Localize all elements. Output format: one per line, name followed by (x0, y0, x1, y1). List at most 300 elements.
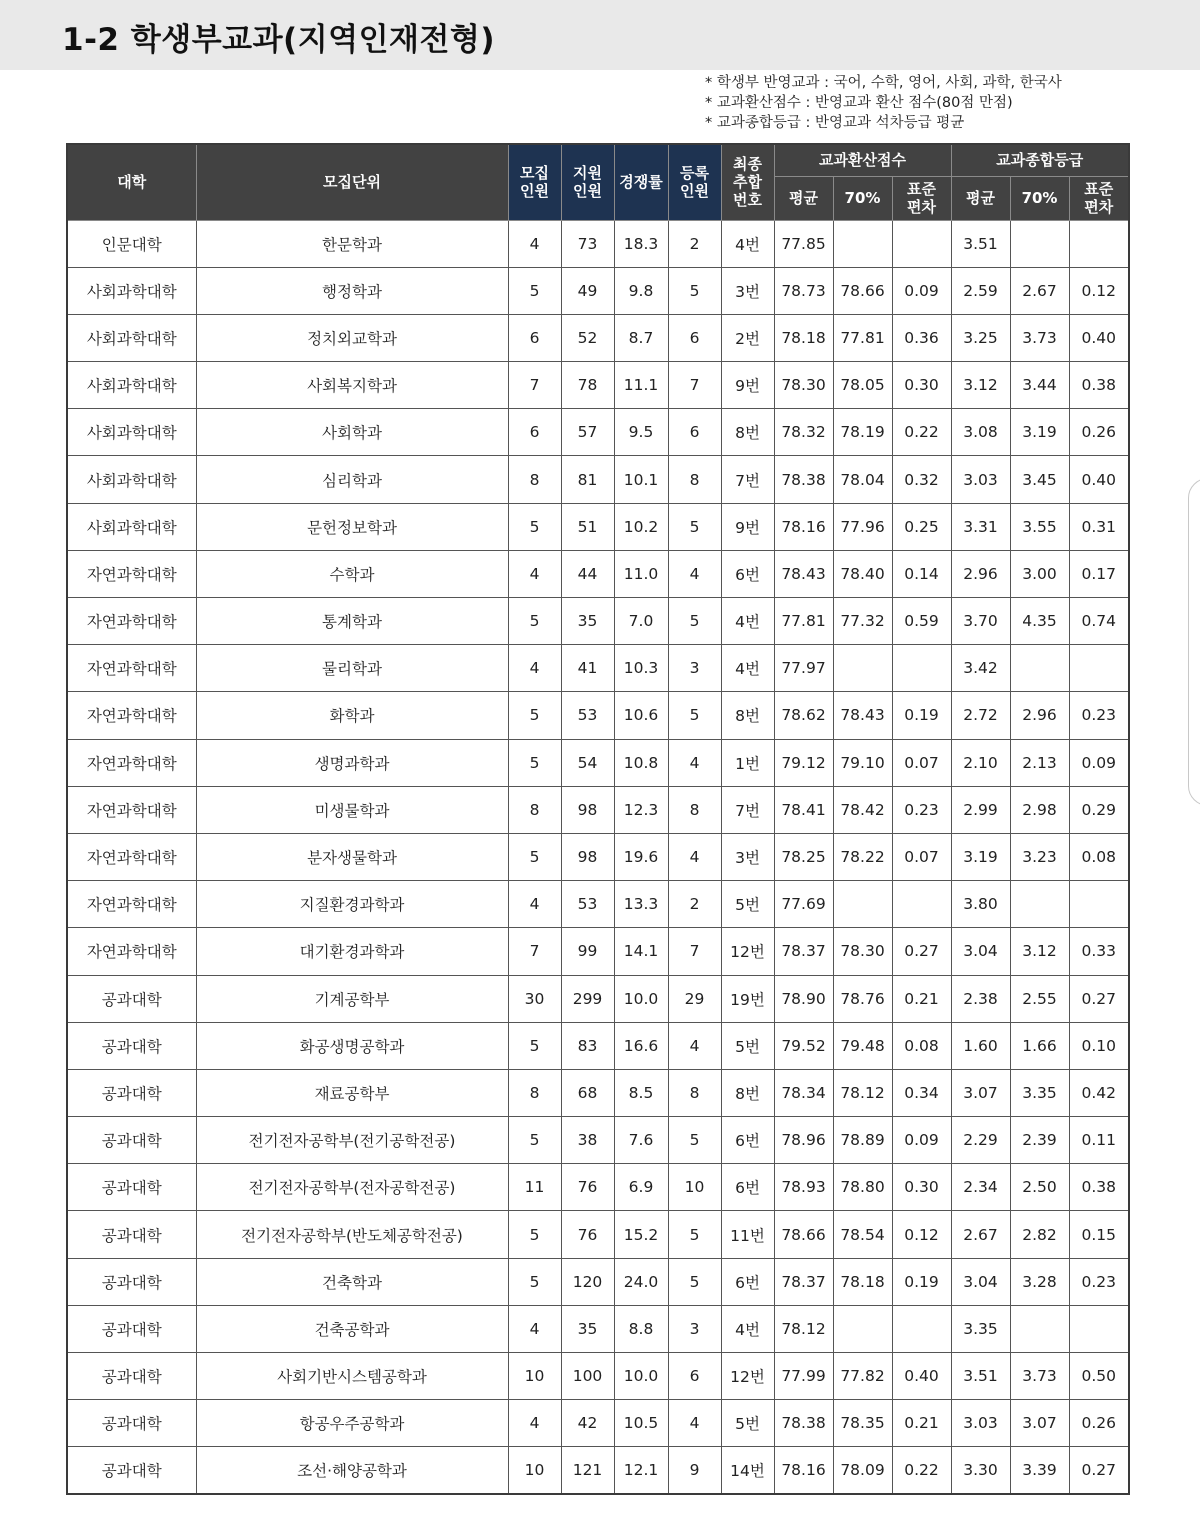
table-row (67, 1258, 1129, 1305)
final-rank-cell: 19번 (721, 975, 774, 1022)
score-70-cell: 78.42 (833, 786, 892, 833)
grade-70-cell: 2.39 (1010, 1117, 1069, 1164)
grade-avg-cell: 2.99 (951, 786, 1010, 833)
applicants-cell: 83 (561, 1022, 614, 1069)
header-enrolled (668, 144, 721, 220)
table-row (67, 1305, 1129, 1352)
score-avg-cell: 78.66 (774, 1211, 833, 1258)
table-row (67, 409, 1129, 456)
grade-70-cell: 3.12 (1010, 928, 1069, 975)
applicants-cell: 68 (561, 1069, 614, 1116)
final-rank-cell: 4번 (721, 220, 774, 267)
university-cell: 공과대학 (67, 975, 196, 1022)
table-row (67, 928, 1129, 975)
university-cell: 자연과학대학 (67, 550, 196, 597)
enrolled-cell: 4 (668, 1022, 721, 1069)
score-stddev-cell: 0.22 (892, 409, 951, 456)
table-row (67, 1069, 1129, 1116)
grade-stddev-cell: 0.11 (1069, 1117, 1129, 1164)
grade-stddev-cell: 0.50 (1069, 1353, 1129, 1400)
ratio-cell: 7.0 (614, 598, 668, 645)
grade-avg-cell: 3.80 (951, 881, 1010, 928)
score-stddev-cell: 0.59 (892, 598, 951, 645)
score-avg-cell: 78.43 (774, 550, 833, 597)
grade-stddev-cell: 0.38 (1069, 362, 1129, 409)
final-rank-cell: 1번 (721, 739, 774, 786)
grade-stddev-cell: 0.42 (1069, 1069, 1129, 1116)
grade-stddev-cell: 0.10 (1069, 1022, 1129, 1069)
score-stddev-cell (892, 645, 951, 692)
applicants-cell: 35 (561, 598, 614, 645)
score-avg-cell: 78.41 (774, 786, 833, 833)
grade-70-cell: 2.96 (1010, 692, 1069, 739)
unit-cell: 대기환경과학과 (196, 928, 508, 975)
grade-stddev-cell: 0.40 (1069, 314, 1129, 361)
grade-70-cell: 2.50 (1010, 1164, 1069, 1211)
university-cell: 자연과학대학 (67, 833, 196, 880)
ratio-cell: 10.0 (614, 975, 668, 1022)
header-grade-avg: 평균 (951, 176, 1010, 220)
score-70-cell: 78.40 (833, 550, 892, 597)
score-stddev-cell: 0.21 (892, 1400, 951, 1447)
applicants-cell: 44 (561, 550, 614, 597)
score-stddev-cell: 0.07 (892, 833, 951, 880)
grade-avg-cell: 1.60 (951, 1022, 1010, 1069)
score-avg-cell: 77.69 (774, 881, 833, 928)
score-avg-cell: 77.85 (774, 220, 833, 267)
university-cell: 사회과학대학 (67, 314, 196, 361)
unit-cell: 전기전자공학부(전기공학전공) (196, 1117, 508, 1164)
applicants-cell: 42 (561, 1400, 614, 1447)
ratio-cell: 10.6 (614, 692, 668, 739)
enrolled-cell: 10 (668, 1164, 721, 1211)
final-rank-cell: 7번 (721, 456, 774, 503)
grade-avg-cell: 3.51 (951, 1353, 1010, 1400)
table-row (67, 1400, 1129, 1447)
grade-70-cell: 3.45 (1010, 456, 1069, 503)
quota-cell: 4 (508, 881, 561, 928)
score-stddev-cell: 0.07 (892, 739, 951, 786)
grade-avg-cell: 2.67 (951, 1211, 1010, 1258)
grade-70-cell: 4.35 (1010, 598, 1069, 645)
score-avg-cell: 77.99 (774, 1353, 833, 1400)
header-score-70: 70% (833, 176, 892, 220)
grade-avg-cell: 3.19 (951, 833, 1010, 880)
applicants-cell: 121 (561, 1447, 614, 1494)
score-stddev-cell: 0.21 (892, 975, 951, 1022)
final-rank-cell: 5번 (721, 1400, 774, 1447)
score-70-cell (833, 220, 892, 267)
score-avg-cell: 78.34 (774, 1069, 833, 1116)
quota-cell: 10 (508, 1353, 561, 1400)
university-cell: 자연과학대학 (67, 739, 196, 786)
final-rank-cell: 4번 (721, 645, 774, 692)
quota-cell: 8 (508, 1069, 561, 1116)
applicants-cell: 98 (561, 786, 614, 833)
grade-70-cell: 3.39 (1010, 1447, 1069, 1494)
score-stddev-cell: 0.32 (892, 456, 951, 503)
header-stddev-line: 표준 (907, 180, 936, 198)
admission-results-table (66, 143, 1130, 1495)
score-70-cell: 78.54 (833, 1211, 892, 1258)
grade-stddev-cell: 0.38 (1069, 1164, 1129, 1211)
university-cell: 공과대학 (67, 1117, 196, 1164)
score-70-cell: 77.96 (833, 503, 892, 550)
grade-stddev-cell (1069, 645, 1129, 692)
ratio-cell: 14.1 (614, 928, 668, 975)
enrolled-cell: 6 (668, 409, 721, 456)
score-stddev-cell: 0.40 (892, 1353, 951, 1400)
table-row (67, 503, 1129, 550)
score-70-cell: 77.32 (833, 598, 892, 645)
enrolled-cell: 6 (668, 314, 721, 361)
score-70-cell: 77.82 (833, 1353, 892, 1400)
score-avg-cell: 77.81 (774, 598, 833, 645)
table-row (67, 598, 1129, 645)
table-header (67, 144, 1129, 220)
enrolled-cell: 9 (668, 1447, 721, 1494)
score-70-cell: 78.35 (833, 1400, 892, 1447)
ratio-cell: 12.1 (614, 1447, 668, 1494)
grade-stddev-cell: 0.08 (1069, 833, 1129, 880)
ratio-cell: 6.9 (614, 1164, 668, 1211)
grade-avg-cell: 3.03 (951, 1400, 1010, 1447)
grade-70-cell (1010, 220, 1069, 267)
grade-stddev-cell (1069, 220, 1129, 267)
grade-70-cell: 2.55 (1010, 975, 1069, 1022)
grade-stddev-cell: 0.23 (1069, 692, 1129, 739)
grade-stddev-cell: 0.26 (1069, 1400, 1129, 1447)
university-cell: 자연과학대학 (67, 598, 196, 645)
grade-avg-cell: 3.03 (951, 456, 1010, 503)
enrolled-cell: 3 (668, 1305, 721, 1352)
score-avg-cell: 78.73 (774, 267, 833, 314)
score-70-cell: 78.66 (833, 267, 892, 314)
score-avg-cell: 78.16 (774, 503, 833, 550)
unit-cell: 미생물학과 (196, 786, 508, 833)
score-70-cell: 78.30 (833, 928, 892, 975)
grade-70-cell: 3.55 (1010, 503, 1069, 550)
score-stddev-cell (892, 1305, 951, 1352)
grade-avg-cell: 3.08 (951, 409, 1010, 456)
enrolled-cell: 5 (668, 692, 721, 739)
score-avg-cell: 78.38 (774, 1400, 833, 1447)
unit-cell: 화학과 (196, 692, 508, 739)
quota-cell: 30 (508, 975, 561, 1022)
university-cell: 공과대학 (67, 1069, 196, 1116)
quota-cell: 5 (508, 598, 561, 645)
grade-70-cell: 3.35 (1010, 1069, 1069, 1116)
enrolled-cell: 4 (668, 550, 721, 597)
page-title: 1-2 학생부교과(지역인재전형) (62, 22, 496, 58)
score-stddev-cell: 0.19 (892, 1258, 951, 1305)
university-cell: 사회과학대학 (67, 267, 196, 314)
grade-avg-cell: 2.59 (951, 267, 1010, 314)
header-grade-stddev (1069, 176, 1129, 220)
applicants-cell: 51 (561, 503, 614, 550)
final-rank-cell: 9번 (721, 503, 774, 550)
enrolled-cell: 8 (668, 456, 721, 503)
final-rank-cell: 3번 (721, 267, 774, 314)
grade-avg-cell: 3.25 (951, 314, 1010, 361)
grade-stddev-cell: 0.12 (1069, 267, 1129, 314)
applicants-cell: 73 (561, 220, 614, 267)
header-grade-70: 70% (1010, 176, 1069, 220)
grade-stddev-cell: 0.09 (1069, 739, 1129, 786)
final-rank-cell: 5번 (721, 1022, 774, 1069)
score-70-cell: 78.76 (833, 975, 892, 1022)
applicants-cell: 299 (561, 975, 614, 1022)
final-rank-cell: 5번 (721, 881, 774, 928)
final-rank-cell: 6번 (721, 1258, 774, 1305)
grade-70-cell: 2.98 (1010, 786, 1069, 833)
score-avg-cell: 78.37 (774, 1258, 833, 1305)
table-row (67, 220, 1129, 267)
quota-cell: 4 (508, 1305, 561, 1352)
ratio-cell: 8.7 (614, 314, 668, 361)
table-row (67, 692, 1129, 739)
ratio-cell: 10.3 (614, 645, 668, 692)
quota-cell: 5 (508, 692, 561, 739)
header-enrolled-line: 등록 (680, 164, 709, 183)
final-rank-cell: 11번 (721, 1211, 774, 1258)
university-cell: 자연과학대학 (67, 786, 196, 833)
grade-stddev-cell: 0.17 (1069, 550, 1129, 597)
final-rank-cell: 9번 (721, 362, 774, 409)
university-cell: 공과대학 (67, 1211, 196, 1258)
grade-stddev-cell (1069, 881, 1129, 928)
final-rank-cell: 8번 (721, 1069, 774, 1116)
ratio-cell: 13.3 (614, 881, 668, 928)
score-avg-cell: 78.37 (774, 928, 833, 975)
ratio-cell: 8.8 (614, 1305, 668, 1352)
score-avg-cell: 79.52 (774, 1022, 833, 1069)
unit-cell: 한문학과 (196, 220, 508, 267)
enrolled-cell: 2 (668, 220, 721, 267)
grade-avg-cell: 3.12 (951, 362, 1010, 409)
header-ratio: 경쟁률 (614, 144, 668, 220)
score-avg-cell: 77.97 (774, 645, 833, 692)
final-rank-cell: 8번 (721, 409, 774, 456)
ratio-cell: 9.5 (614, 409, 668, 456)
grade-70-cell: 3.07 (1010, 1400, 1069, 1447)
quota-cell: 5 (508, 267, 561, 314)
final-rank-cell: 6번 (721, 1117, 774, 1164)
final-rank-cell: 6번 (721, 550, 774, 597)
header-quota-line: 인원 (520, 182, 549, 201)
score-avg-cell: 78.30 (774, 362, 833, 409)
enrolled-cell: 8 (668, 786, 721, 833)
unit-cell: 사회학과 (196, 409, 508, 456)
table-row (67, 786, 1129, 833)
grade-stddev-cell: 0.27 (1069, 975, 1129, 1022)
score-avg-cell: 78.38 (774, 456, 833, 503)
table-row (67, 881, 1129, 928)
grade-avg-cell: 2.29 (951, 1117, 1010, 1164)
grade-avg-cell: 2.34 (951, 1164, 1010, 1211)
score-70-cell: 78.89 (833, 1117, 892, 1164)
enrolled-cell: 4 (668, 833, 721, 880)
note-line: * 교과환산점수 : 반영교과 환산 점수(80점 만점) (705, 95, 1013, 111)
header-university: 대학 (67, 144, 196, 220)
title-bar (0, 0, 1200, 70)
grade-avg-cell: 2.10 (951, 739, 1010, 786)
table-row (67, 1117, 1129, 1164)
grade-avg-cell: 3.51 (951, 220, 1010, 267)
unit-cell: 조선·해양공학과 (196, 1447, 508, 1494)
table-row (67, 645, 1129, 692)
unit-cell: 전기전자공학부(반도체공학전공) (196, 1211, 508, 1258)
ratio-cell: 7.6 (614, 1117, 668, 1164)
enrolled-cell: 4 (668, 1400, 721, 1447)
scroll-edge-bracket (1188, 478, 1200, 806)
applicants-cell: 41 (561, 645, 614, 692)
enrolled-cell: 5 (668, 503, 721, 550)
header-applicants (561, 144, 614, 220)
score-70-cell: 78.43 (833, 692, 892, 739)
table-row (67, 456, 1129, 503)
score-avg-cell: 79.12 (774, 739, 833, 786)
ratio-cell: 11.0 (614, 550, 668, 597)
grade-avg-cell: 2.38 (951, 975, 1010, 1022)
grade-stddev-cell: 0.23 (1069, 1258, 1129, 1305)
unit-cell: 사회복지학과 (196, 362, 508, 409)
header-final-rank (721, 144, 774, 220)
unit-cell: 건축학과 (196, 1258, 508, 1305)
grade-70-cell: 3.28 (1010, 1258, 1069, 1305)
quota-cell: 4 (508, 645, 561, 692)
final-rank-cell: 4번 (721, 1305, 774, 1352)
quota-cell: 6 (508, 314, 561, 361)
applicants-cell: 35 (561, 1305, 614, 1352)
score-avg-cell: 78.12 (774, 1305, 833, 1352)
score-70-cell: 78.05 (833, 362, 892, 409)
note-line: * 교과종합등급 : 반영교과 석차등급 평균 (705, 115, 965, 131)
grade-avg-cell: 3.04 (951, 1258, 1010, 1305)
grade-70-cell: 3.44 (1010, 362, 1069, 409)
grade-stddev-cell: 0.74 (1069, 598, 1129, 645)
university-cell: 공과대학 (67, 1164, 196, 1211)
unit-cell: 항공우주공학과 (196, 1400, 508, 1447)
applicants-cell: 38 (561, 1117, 614, 1164)
ratio-cell: 10.5 (614, 1400, 668, 1447)
score-stddev-cell: 0.34 (892, 1069, 951, 1116)
grade-stddev-cell: 0.26 (1069, 409, 1129, 456)
grade-stddev-cell: 0.40 (1069, 456, 1129, 503)
final-rank-cell: 14번 (721, 1447, 774, 1494)
university-cell: 자연과학대학 (67, 692, 196, 739)
ratio-cell: 9.8 (614, 267, 668, 314)
grade-70-cell (1010, 645, 1069, 692)
header-grade-group: 교과종합등급 (951, 144, 1129, 176)
quota-cell: 4 (508, 220, 561, 267)
university-cell: 공과대학 (67, 1305, 196, 1352)
quota-cell: 5 (508, 1117, 561, 1164)
grade-stddev-cell: 0.33 (1069, 928, 1129, 975)
applicants-cell: 57 (561, 409, 614, 456)
score-stddev-cell: 0.30 (892, 1164, 951, 1211)
grade-70-cell: 3.19 (1010, 409, 1069, 456)
grade-70-cell: 3.73 (1010, 1353, 1069, 1400)
unit-cell: 심리학과 (196, 456, 508, 503)
score-70-cell (833, 881, 892, 928)
final-rank-cell: 6번 (721, 1164, 774, 1211)
header-score-avg: 평균 (774, 176, 833, 220)
final-rank-cell: 8번 (721, 692, 774, 739)
quota-cell: 4 (508, 1400, 561, 1447)
score-avg-cell: 78.18 (774, 314, 833, 361)
unit-cell: 사회기반시스템공학과 (196, 1353, 508, 1400)
enrolled-cell: 5 (668, 1258, 721, 1305)
notes (705, 73, 1062, 133)
score-70-cell: 78.80 (833, 1164, 892, 1211)
header-quota (508, 144, 561, 220)
score-70-cell: 78.18 (833, 1258, 892, 1305)
ratio-cell: 10.0 (614, 1353, 668, 1400)
university-cell: 사회과학대학 (67, 456, 196, 503)
grade-stddev-cell: 0.31 (1069, 503, 1129, 550)
grade-70-cell: 2.82 (1010, 1211, 1069, 1258)
score-70-cell: 77.81 (833, 314, 892, 361)
score-stddev-cell: 0.36 (892, 314, 951, 361)
ratio-cell: 8.5 (614, 1069, 668, 1116)
final-rank-cell: 7번 (721, 786, 774, 833)
score-stddev-cell: 0.22 (892, 1447, 951, 1494)
enrolled-cell: 3 (668, 645, 721, 692)
score-stddev-cell: 0.19 (892, 692, 951, 739)
quota-cell: 7 (508, 362, 561, 409)
header-stddev-line: 편차 (1084, 198, 1114, 216)
applicants-cell: 53 (561, 881, 614, 928)
applicants-cell: 78 (561, 362, 614, 409)
final-rank-cell: 2번 (721, 314, 774, 361)
score-avg-cell: 78.32 (774, 409, 833, 456)
table-body (67, 220, 1129, 1494)
score-avg-cell: 78.25 (774, 833, 833, 880)
header-stddev-line: 표준 (1084, 180, 1114, 198)
grade-70-cell: 2.13 (1010, 739, 1069, 786)
grade-stddev-cell (1069, 1305, 1129, 1352)
quota-cell: 10 (508, 1447, 561, 1494)
quota-cell: 5 (508, 833, 561, 880)
quota-cell: 5 (508, 1211, 561, 1258)
university-cell: 자연과학대학 (67, 881, 196, 928)
applicants-cell: 53 (561, 692, 614, 739)
enrolled-cell: 7 (668, 362, 721, 409)
applicants-cell: 76 (561, 1211, 614, 1258)
unit-cell: 건축공학과 (196, 1305, 508, 1352)
applicants-cell: 81 (561, 456, 614, 503)
header-applicants-line: 지원 (573, 164, 602, 183)
table-row (67, 1447, 1129, 1494)
header-final-rank-line: 최종 (733, 155, 762, 174)
grade-avg-cell: 3.35 (951, 1305, 1010, 1352)
applicants-cell: 54 (561, 739, 614, 786)
table-row (67, 550, 1129, 597)
quota-cell: 11 (508, 1164, 561, 1211)
score-avg-cell: 78.16 (774, 1447, 833, 1494)
quota-cell: 7 (508, 928, 561, 975)
grade-avg-cell: 3.70 (951, 598, 1010, 645)
university-cell: 사회과학대학 (67, 409, 196, 456)
university-cell: 공과대학 (67, 1400, 196, 1447)
university-cell: 사회과학대학 (67, 362, 196, 409)
final-rank-cell: 3번 (721, 833, 774, 880)
grade-stddev-cell: 0.27 (1069, 1447, 1129, 1494)
header-enrolled-line: 인원 (680, 182, 709, 201)
grade-avg-cell: 3.04 (951, 928, 1010, 975)
ratio-cell: 11.1 (614, 362, 668, 409)
